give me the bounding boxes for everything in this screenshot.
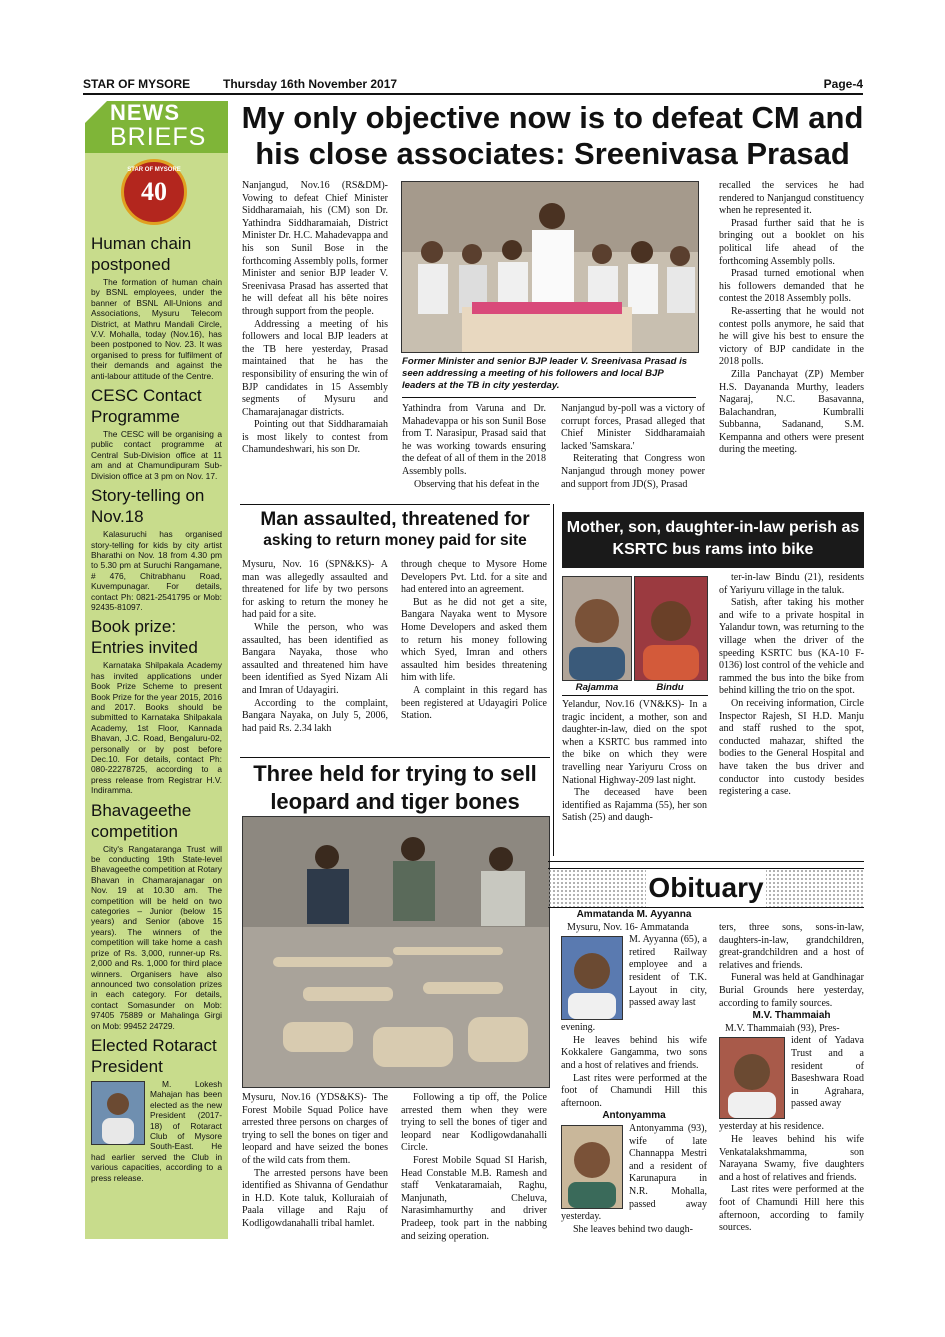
brief-title: Elected Rotaract President [91, 1035, 217, 1076]
obituary-col-1: Ammatanda M. Ayyanna Mysuru, Nov. 16- Ammatanda M. Ayyanna (65), a retired Railway employee and a resident of T.K. Layout in city, passed away last evening. He leaves behind his wife Kokkalere Gangamma, two sons and a host of relatives and friends. Last rites were performed at the foot of Chamundi Hill this afternoon. Antonyamma Antonyamma (93), wife of late Channappa Mestri and a resident of Karunapura in N.R. Mohalla, passed away yesterday. She leaves behind two daugh- [561, 909, 707, 1235]
brief-text: M. Lokesh Mahajan has been elected as the new President (2017-18) of Rotaract Club of Mysore South-East. He had earlier served the Club in various capacities, according to a press release. [91, 1078, 222, 1183]
lead-col-1: Nanjangud, Nov.16 (RS&DM)- Vowing to defeat Chief Minister Siddharamaiah, his (CM) son Dr. Yathindra Siddharamaiah, District Minister Dr. H.C. Mahadevappa and his son Sunil Bose in the forthcoming Assembly polls, former Minister and senior BJP leader V. Sreenivasa Prasad has asserted that he will defeat all his bête noires through support from the people. Addressing a meeting of his followers and local BJP leaders at the TB here yesterday, Prasad maintained that he has the responsibility of ensuring the win of BJP candidates in 15 Assembly segments of Mysuru and Chamarajanagar districts. Pointing out that Siddharamaiah is most likely to contest from Chamundeshwari, his son Dr. [242, 180, 388, 456]
obit-name: M.V. Thammaiah [752, 1010, 831, 1022]
obit-name: Antonyamma [602, 1110, 666, 1122]
lead-col-3: Nanjangud by-poll was a victory of corrupt forces, Prasad alleged that Chief Minister Siddharamaiah lacked 'Samskara.' Reiterating that Congress won Nanjangud through money power and support from JD(S), Prasad [561, 403, 705, 490]
bones-photo [242, 816, 550, 1088]
lead-photo [401, 181, 699, 353]
obituary-header [548, 868, 864, 908]
brief-title: Bhavageethe competition [91, 800, 192, 841]
caption-rule [402, 397, 696, 398]
lead-col-4: recalled the services he had rendered to Nanjangud constituency when he represented it. Prasad further said that he is bringing out a booklet on his political life ahead of the forthcoming Assembly polls. Prasad turned emotional when his followers demanded that he contest the 2018 Assembly polls. Re-asserting that he would not contest polls anymore, he said that he will give his best to ensure the victory of BJP candidate in the 2018 polls. Zilla Panchayat (ZP) Member H.S. Dayananda Murthy, leaders Nagaraj, N.C. Basavanna, Balachandran, Kumbralli Subbanna, Sadanand, S.M. Kempanna and others were present during the meeting. [719, 180, 864, 456]
brief-title: Human chain postponed [91, 234, 192, 274]
brief-item [91, 385, 222, 481]
bus-headline: Mother, son, daughter-in-law perish as KSRTC bus rams into bike [566, 519, 860, 558]
lead-col-2: Yathindra from Varuna and Dr. Mahadevappa or his son Sunil Bose from T. Narasipur, Prasad said that he was working towards ensuring the defeat of all of them in the 2018 Assembly polls. Observing that his defeat in the [402, 403, 546, 490]
issue-date: Thursday 16th November 2017 [223, 77, 398, 91]
column-rule [553, 504, 554, 856]
section-rule [548, 861, 864, 862]
thammaiah-photo [719, 1037, 785, 1119]
assault-headline-2: asking to return money paid for site [263, 532, 527, 549]
brief-text: The formation of human chain by BSNL employees, under the banner of BSNL All-Unions and Associations, Mysuru Telecom District, at Mathru Mandali Circle, V.V. Mohalla, today (Nov.16), has been postponed to Nov. 23. It was organised to press for fulfilment of their demands and against the anti-labour attitude of the Centre. [91, 277, 222, 381]
bus-headline-banner [562, 512, 864, 568]
bus-col-1: Yelandur, Nov.16 (VN&KS)- In a tragic incident, a mother, son and daughter-in-law, died on the spot when a KSRTC bus rammed into the bike on which they were travelling near Yariyuru Cross on National Highway-209 last night. The deceased have been identified as Rajamma (55), her son Satish (25) and daugh- [562, 699, 707, 824]
brief-text: Kalasuruchi has organised story-telling for kids by city artist Bharathi on Nov. 18 from 4.30 pm to 5.30 pm at Suruchi Rangamane, # 476, Chitrabhanu Road, Kuvempunagar. For details, contact Ph: 0821-2541795 or Mob: 92435-81097. [91, 529, 222, 612]
brief-item [91, 233, 222, 381]
brief-item [91, 616, 222, 795]
news-briefs-header [85, 101, 228, 153]
section-rule [240, 504, 550, 505]
news-label: NEWS [110, 100, 180, 125]
rotaract-president-photo [91, 1081, 145, 1145]
bindu-photo [634, 576, 708, 681]
rajamma-label: Rajamma [575, 682, 619, 693]
assault-col-2: through cheque to Mysore Home Developers Pvt. Ltd. for a site and had entered into an agreement. But as he did not get a site, Bangara Nayaka went to Mysore Home Developers and asked them to return his money following which Syed, Imran and others assaulted him besides threatening him with life. A complaint in this regard has been registered at Udayagiri Police Station. [401, 559, 547, 722]
briefs-label: BRIEFS [110, 123, 207, 151]
obituary-col-2: ters, three sons, sons-in-law, daughters-in-law, grandchildren, great-grandchildren and a host of relatives and friends. Funeral was held at Gandhinagar Burial Grounds here yesterday, according to family sources. M.V. Thammaiah M.V. Thammaiah (93), Pres- ident of Yadava Trust and a resident of Baseshwara Road in Agrahara, passed away yesterday at his residence. He leaves behind his wife Venkatalakshmamma, son Narayana Swamy, five daughters and a host of relatives and friends. Last rites were performed at the foot of Chamundi Hill here this afternoon, according to family sources. [719, 922, 864, 1234]
assault-col-1: Mysuru, Nov. 16 (SPN&KS)- A man was allegedly assaulted and threatened for life by two persons for asking to return the money he had paid for a site. While the person, who was assaulted, has been identified as Bangara Nayaka, those who assaulted and threatened him have been identified as Syed Nizam Ali and Imran of Udayagiri. According to the complaint, Bangara Nayaka, on July 5, 2006, had paid Rs. 2.34 lakh [242, 559, 388, 734]
photo-rule [562, 695, 708, 696]
brief-item [91, 485, 222, 612]
brief-title: Book prize: Entries invited [91, 617, 198, 658]
lead-headline: My only objective now is to defeat CM and his close associates: Sreenivasa Prasad [241, 100, 864, 171]
ayyanna-photo [561, 936, 623, 1020]
lead-photo-caption: Former Minister and senior BJP leader V. Sreenivasa Prasad is seen addressing a meeting of his followers and local BJP leaders at the TB in city yesterday. [402, 356, 688, 391]
news-briefs-sidebar [85, 101, 228, 1239]
masthead [83, 76, 863, 95]
leopard-col-2: Following a tip off, the Police arrested them when they were trying to sell the bones of tiger and leopard near Kodligowdanahalli Circle. Forest Mobile Squad SI Harish, Head Constable M.B. Ramesh and staff Venkataramaiah, Raghu, Manjunath, Cheluva, Narasimhamurthy and driver Pradeep, took part in the nabbing and seizing operation. [401, 1092, 547, 1242]
assault-headline-1: Man assaulted, threatened for [260, 509, 530, 530]
antonyamma-photo [561, 1125, 623, 1209]
brief-item [91, 1035, 222, 1183]
brief-title: CESC Contact Programme [91, 386, 202, 427]
brief-text: The CESC will be organising a public contact programme at Central Sub-Division office at 11 am and at Chamundipuram Sub-Division office at 3 pm on Nov. 17. [91, 429, 222, 481]
rajamma-photo [562, 576, 632, 681]
obit-name: Ammatanda M. Ayyanna [576, 909, 692, 920]
bindu-label: Bindu [656, 682, 684, 693]
bus-col-2: ter-in-law Bindu (21), residents of Yariyuru village in the taluk. Satish, after taking his mother and wife to a private hospital in Yalandur town, was returning to the village when the driver of the speeding KSRTC bus (KA-10 F-0136) lost control of the vehicle and rammed the bus into the bike from behind killing the trio on the spot. On receiving information, Circle Inspector Rajesh, SI H.D. Manju and staff rushed to the spot, conducted mahazar, shifted the bodies to the General Hospital and have taken the bus driver and conductor into custody besides registering a case. [719, 572, 864, 798]
brief-text: City's Rangataranga Trust will be conducting 19th State-level Bhavageethe competition at Rotary Bhavan in Chamarajanagar on Nov. 19 at 10.30 am. The competition will be held on two categories – Junior (below 15 years) and Senior (above 15 years). The winners of the competition will take home a cash prize of Rs. 3,000, runner-up Rs. 2,000 and Rs. 1,000 for third place winners. Organisers have also announced two consolation prizes in each category. For details, contact Somasunder on Mob: 97405 75889 or Mahalinga Girgi on Mob: 99452 24729. [91, 843, 222, 1031]
leopard-headline: Three held for trying to sell leopard and tiger bones [253, 761, 537, 814]
obituary-title: Obituary [646, 869, 766, 907]
page-number: Page-4 [823, 77, 863, 91]
anniversary-logo: STAR OF MYSORE 40 [121, 159, 187, 225]
corner-triangle [85, 101, 107, 123]
briefs-list [91, 229, 222, 1183]
brief-item [91, 800, 222, 1031]
brief-text: Karnataka Shilpakala Academy has invited applications under Book Prize Scheme to present Book Prize for the year 2015, 2016 and 2017. Books should be submitted to Karnataka Shilpakala Academy, 1st Floor, Kannada Bhavan, J.C. Road, Bengaluru-02, personally or by post before Dec.10. For details, contact Ph: 080-22278725, according to a press release from Registrar H.V. Indiramma. [91, 660, 222, 796]
section-rule [240, 757, 550, 758]
brief-title: Story-telling on Nov.18 [91, 486, 205, 527]
paper-name: STAR OF MYSORE [83, 77, 191, 91]
leopard-col-1: Mysuru, Nov.16 (YDS&KS)- The Forest Mobile Squad Police have arrested three persons on charges of trying to sell the bones on tiger and leopard and have seized the bones of the wild cats from them. The arrested persons have been identified as Shivanna of Gendathur in H.D. Kote taluk, Kolluraiah of Paala village and Raju of Kodligowdanahalli tribal hamlet. [242, 1092, 388, 1229]
